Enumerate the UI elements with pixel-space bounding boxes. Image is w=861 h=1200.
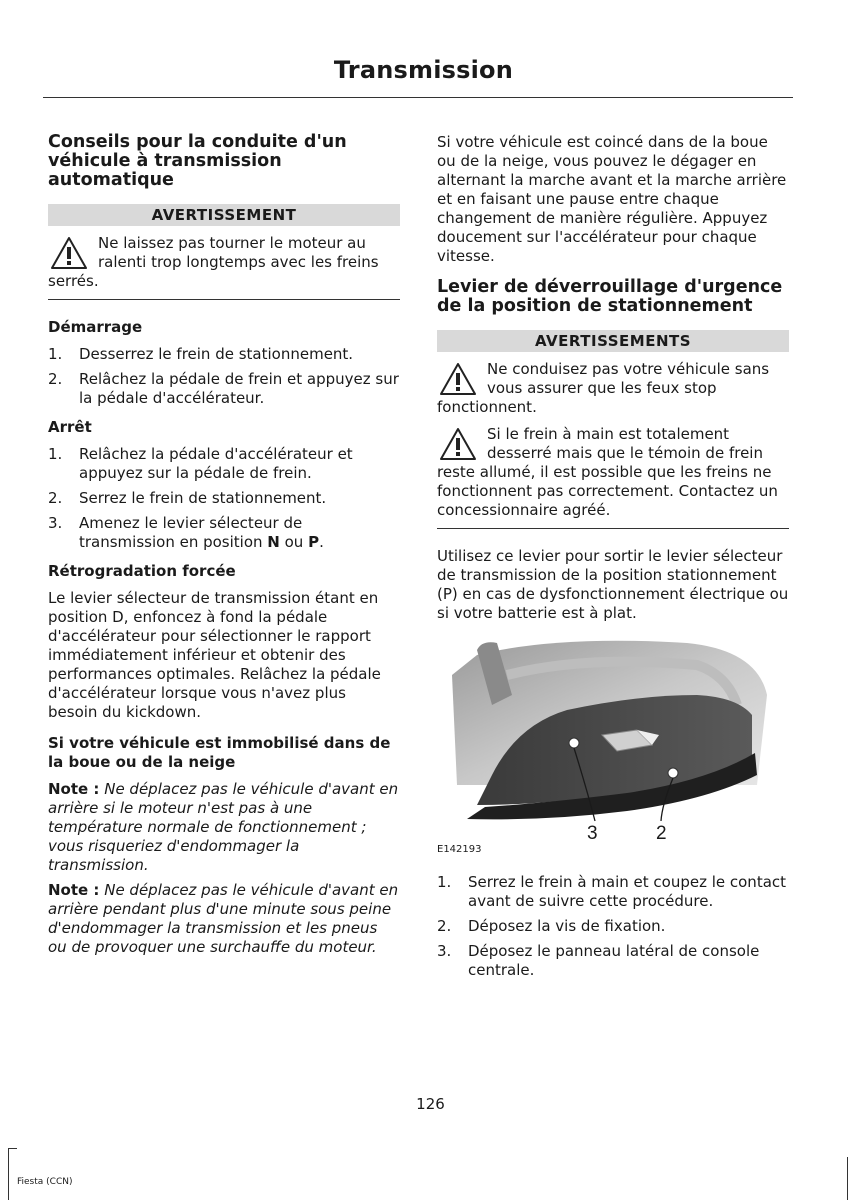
- page-number: 126: [416, 1095, 445, 1113]
- warning-text: Ne conduisez pas votre véhicule sans vous assurer que les feux stop fonctionnent.: [437, 360, 770, 416]
- page-title: Transmission: [333, 56, 513, 84]
- list-item: 2. Relâchez la pédale de frein et appuyez sur la pédale d'accélérateur.: [48, 370, 399, 407]
- list-item: 2. Serrez le frein de stationnement.: [48, 489, 327, 507]
- procedure-steps: [437, 873, 789, 980]
- note: Note : Ne déplacez pas le véhicule d'avant en arrière pendant plus d'une minute sous peine d'endommager la transmission et les pneus ou de provoquer une surchauffe du moteur.: [48, 881, 399, 956]
- right-column: [437, 133, 789, 990]
- console-drawing: [437, 635, 787, 857]
- stuck-advice-paragraph: Si votre véhicule est coincé dans de la boue ou de la neige, vous pouvez le dégager en alternant la marche avant et la marche arrière et en faisant une pause entre chaque changement de manière régulière. Appuyez doucement sur l'accélérateur pour chaque vitesse.: [437, 133, 787, 265]
- list-item: 3. Amenez le levier sélecteur de transmission en position N ou P.: [48, 514, 324, 551]
- warnings-label: AVERTISSEMENTS: [437, 330, 789, 352]
- kickdown-paragraph: Le levier sélecteur de transmission étant en position D, enfoncez à fond la pédale d'accélérateur pour sélectionner le rapport immédiatement inférieur et obtenir des performances optimales. Relâchez la pédale d'accélérateur lorsque vous n'avez plus besoin du kickdown.: [48, 589, 381, 721]
- figure-code: E142193: [437, 844, 482, 855]
- crop-mark: [847, 1157, 848, 1200]
- warning-block: [437, 360, 789, 417]
- warning-block: [48, 234, 400, 291]
- crop-mark: [8, 1148, 17, 1149]
- list-item: 1. Serrez le frein à main et coupez le contact avant de suivre cette procédure.: [437, 873, 787, 910]
- subheading-stopping: Arrêt: [48, 418, 92, 436]
- left-column: [48, 133, 400, 963]
- section-heading-automatic-driving: Conseils pour la conduite d'un véhicule à transmission automatique: [48, 132, 347, 190]
- warning-triangle-icon: [439, 427, 477, 461]
- footer-model: Fiesta (CCN): [17, 1177, 73, 1187]
- list-item: 3. Déposez le panneau latéral de console centrale.: [437, 942, 760, 979]
- console-illustration: [437, 635, 787, 857]
- warning-label: AVERTISSEMENT: [48, 204, 400, 226]
- list-item: 1. Desserrez le frein de stationnement.: [48, 345, 354, 363]
- header-divider: [43, 97, 793, 98]
- stopping-steps: [48, 445, 400, 552]
- note: Note : Ne déplacez pas le véhicule d'avant en arrière si le moteur n'est pas à une température normale de fonctionnement ; vous risqueriez d'endommager la transmission.: [48, 780, 399, 874]
- list-item: 2. Déposez la vis de fixation.: [437, 917, 666, 935]
- warning-block: [437, 425, 789, 520]
- warning-triangle-icon: [439, 362, 477, 396]
- section-heading-park-release: Levier de déverrouillage d'urgence de la position de stationnement: [437, 277, 783, 316]
- warning-text: Ne laissez pas tourner le moteur au ralenti trop longtemps avec les freins serrés.: [48, 234, 379, 290]
- lever-usage-paragraph: Utilisez ce levier pour sortir le levier sélecteur de transmission de la position stationnement (P) en cas de dysfonctionnement électrique ou si votre batterie est à plat.: [437, 547, 789, 622]
- subheading-stuck-vehicle: Si votre véhicule est immobilisé dans de la boue ou de la neige: [48, 734, 391, 771]
- list-item: 1. Relâchez la pédale d'accélérateur et appuyez sur la pédale de frein.: [48, 445, 353, 482]
- callout-2: 2: [656, 823, 667, 844]
- subheading-kickdown: Rétrogradation forcée: [48, 562, 236, 580]
- starting-steps: [48, 345, 400, 408]
- callout-3: 3: [587, 823, 598, 844]
- warning-text: Si le frein à main est totalement desserré mais que le témoin de frein reste allumé, il est possible que les freins ne fonctionnent pas correctement. Contactez un concessionnaire agréé.: [437, 425, 778, 519]
- warning-triangle-icon: [50, 236, 88, 270]
- warning-divider: [48, 299, 400, 300]
- warning-divider: [437, 528, 789, 529]
- crop-mark: [8, 1148, 9, 1200]
- subheading-starting: Démarrage: [48, 318, 143, 336]
